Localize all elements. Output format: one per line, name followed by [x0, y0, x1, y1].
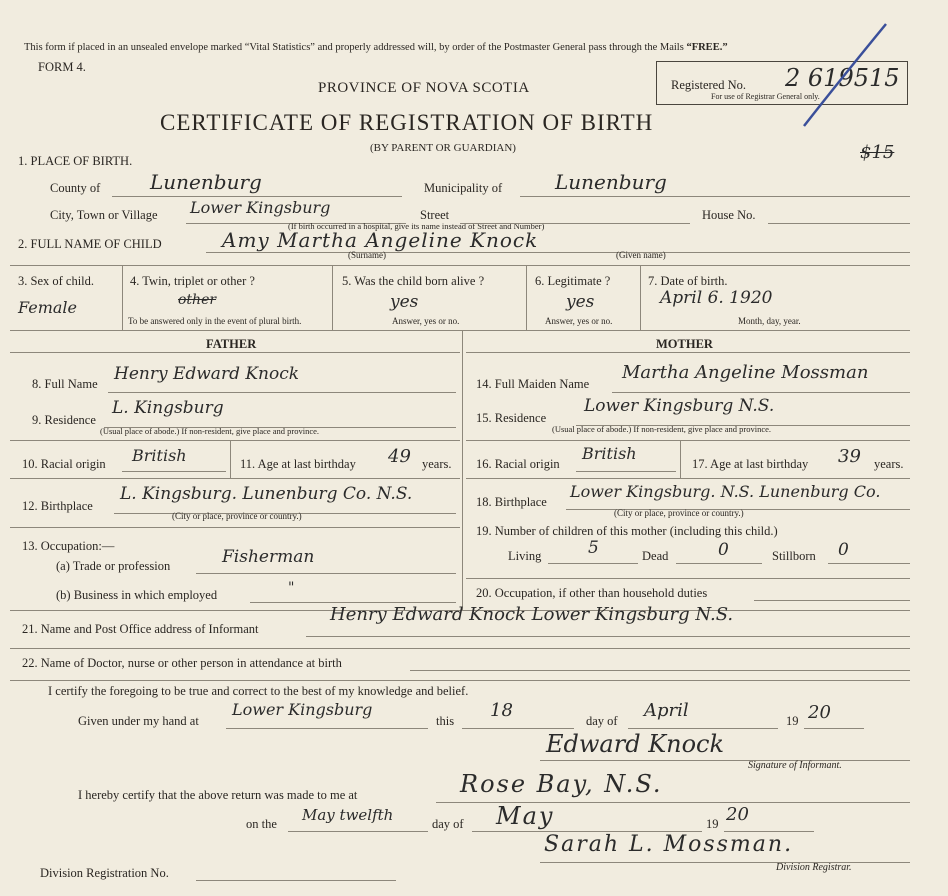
registrar-signature-label: Division Registrar. [776, 862, 852, 873]
child-name-value: Amy Martha Angeline Knock [222, 228, 539, 252]
date-of-birth-label: 7. Date of birth. [648, 274, 728, 288]
county-label: County of [50, 181, 101, 195]
twin-note: To be answered only in the event of plural birth. [128, 316, 302, 326]
child-name-label: 2. FULL NAME OF CHILD [18, 237, 162, 251]
father-trade-label: (a) Trade or profession [56, 559, 171, 573]
father-birthplace-label: 12. Birthplace [22, 499, 93, 513]
father-racial-value: British [132, 446, 187, 465]
twin-value: other [178, 292, 217, 308]
living-value: 5 [588, 538, 599, 558]
blue-pencil-mark [800, 20, 890, 130]
place-of-birth-label: 1. PLACE OF BIRTH. [18, 154, 133, 168]
mother-racial-value: British [582, 444, 637, 463]
father-racial-label: 10. Racial origin [22, 457, 106, 471]
mother-residence-value: Lower Kingsburg N.S. [584, 396, 775, 416]
stillborn-value: 0 [838, 540, 849, 560]
dead-value: 0 [718, 540, 729, 560]
registrar-day-value: May twelfth [302, 806, 394, 824]
mother-occupation-label: 20. Occupation, if other than household duties [476, 586, 708, 600]
legitimate-note: Answer, yes or no. [545, 316, 613, 326]
page-title: CERTIFICATE OF REGISTRATION OF BIRTH [160, 110, 654, 135]
certify-day-value: 18 [490, 700, 513, 721]
postal-notice-text: This form if placed in an unsealed envelope marked “Vital Statistics” and properly addressed will, by order of the Postmaster General pass through the Mails [24, 42, 684, 53]
father-birthplace-value: L. Kingsburg. Lunenburg Co. N.S. [120, 484, 413, 504]
father-name-value: Henry Edward Knock [114, 364, 300, 384]
sex-value: Female [18, 298, 77, 317]
certify-year-prefix: 19 [786, 714, 799, 728]
registrar-certify-text: I hereby certify that the above return was made to me at [78, 788, 358, 802]
mother-racial-label: 16. Racial origin [476, 457, 560, 471]
city-label: City, Town or Village [50, 208, 158, 222]
registrar-signature: Sarah L. Mossman. [544, 832, 794, 857]
registrar-day-of-label: day of [432, 817, 464, 831]
registered-number-label: Registered No. [671, 78, 746, 92]
postal-notice [24, 42, 728, 53]
mother-age-label: 17. Age at last birthday [692, 457, 809, 471]
born-alive-note: Answer, yes or no. [392, 316, 460, 326]
twin-label: 4. Twin, triplet or other ? [130, 274, 255, 288]
municipality-label: Municipality of [424, 181, 503, 195]
street-label: Street [420, 208, 450, 222]
city-value: Lower Kingsburg [190, 198, 331, 217]
father-business-value: " [288, 580, 295, 596]
house-number-label: House No. [702, 208, 756, 222]
date-of-birth-note: Month, day, year. [738, 316, 801, 326]
certify-month-value: April [644, 700, 689, 721]
father-occupation-label: 13. Occupation:— [22, 539, 115, 553]
mother-name-value: Martha Angeline Mossman [622, 362, 869, 383]
registered-number-note: For use of Registrar General only. [711, 92, 820, 101]
born-alive-label: 5. Was the child born alive ? [342, 274, 485, 288]
father-age-unit: years. [422, 457, 452, 471]
given-under-hand-label: Given under my hand at [78, 714, 199, 728]
father-residence-value: L. Kingsburg [112, 398, 224, 418]
father-name-label: 8. Full Name [32, 377, 98, 391]
mother-residence-label: 15. Residence [476, 411, 547, 425]
certify-day-of-label: day of [586, 714, 618, 728]
father-age-label: 11. Age at last birthday [240, 457, 356, 471]
return-place-value: Rose Bay, N.S. [460, 770, 663, 798]
father-residence-label: 9. Residence [32, 413, 96, 427]
certify-text: I certify the foregoing to be true and correct to the best of my knowledge and belief. [48, 684, 469, 698]
page-subtitle: (BY PARENT OR GUARDIAN) [370, 142, 516, 154]
province-heading: PROVINCE OF NOVA SCOTIA [318, 80, 530, 96]
father-business-label: (b) Business in which employed [56, 588, 218, 602]
corner-mark: $15 [860, 142, 895, 163]
registrar-year-prefix: 19 [706, 817, 719, 831]
postal-notice-free: “FREE.” [686, 42, 728, 53]
mother-birthplace-note: (City or place, province or country.) [614, 508, 744, 518]
father-trade-value: Fisherman [222, 547, 315, 567]
mother-age-value: 39 [838, 446, 861, 467]
mother-birthplace-value: Lower Kingsburg. N.S. Lunenburg Co. [570, 482, 881, 501]
stillborn-label: Stillborn [772, 549, 816, 563]
father-age-value: 49 [388, 446, 411, 467]
hospital-note: (If birth occurred in a hospital, give its name instead of Street and Number) [288, 221, 545, 231]
registrar-year-value: 20 [726, 804, 749, 825]
child-given-note: (Given name) [616, 250, 666, 260]
date-of-birth-value: April 6. 1920 [660, 288, 773, 308]
registered-number-value: 2 619515 [785, 64, 900, 92]
informant-label: 21. Name and Post Office address of Informant [22, 622, 259, 636]
child-surname-note: (Surname) [348, 250, 386, 260]
form-number: FORM 4. [38, 60, 86, 74]
doctor-label: 22. Name of Doctor, nurse or other person in attendance at birth [22, 656, 342, 670]
legitimate-value: yes [566, 292, 595, 312]
sex-label: 3. Sex of child. [18, 274, 95, 288]
mother-children-label: 19. Number of children of this mother (including this child.) [476, 524, 778, 538]
this-label: this [436, 714, 455, 728]
municipality-value: Lunenburg [555, 170, 667, 194]
mother-name-label: 14. Full Maiden Name [476, 377, 590, 391]
living-label: Living [508, 549, 542, 563]
informant-signature: Edward Knock [546, 730, 725, 758]
registrar-on-the-label: on the [246, 817, 277, 831]
registrar-month-value: May [496, 802, 555, 830]
given-place-value: Lower Kingsburg [232, 700, 373, 719]
legitimate-label: 6. Legitimate ? [535, 274, 611, 288]
father-heading: FATHER [206, 337, 257, 351]
informant-signature-label: Signature of Informant. [748, 760, 842, 771]
mother-heading: MOTHER [656, 337, 713, 351]
mother-birthplace-label: 18. Birthplace [476, 495, 547, 509]
division-registration-label: Division Registration No. [40, 866, 169, 880]
certify-year-value: 20 [808, 702, 831, 723]
county-value: Lunenburg [150, 170, 262, 194]
mother-residence-note: (Usual place of abode.) If non-resident, give place and province. [552, 424, 772, 434]
born-alive-value: yes [390, 292, 419, 312]
informant-value: Henry Edward Knock Lower Kingsburg N.S. [330, 604, 734, 625]
father-residence-note: (Usual place of abode.) If non-resident, give place and province. [100, 426, 320, 436]
dead-label: Dead [642, 549, 669, 563]
mother-age-unit: years. [874, 457, 904, 471]
father-birthplace-note: (City or place, province or country.) [172, 511, 302, 521]
